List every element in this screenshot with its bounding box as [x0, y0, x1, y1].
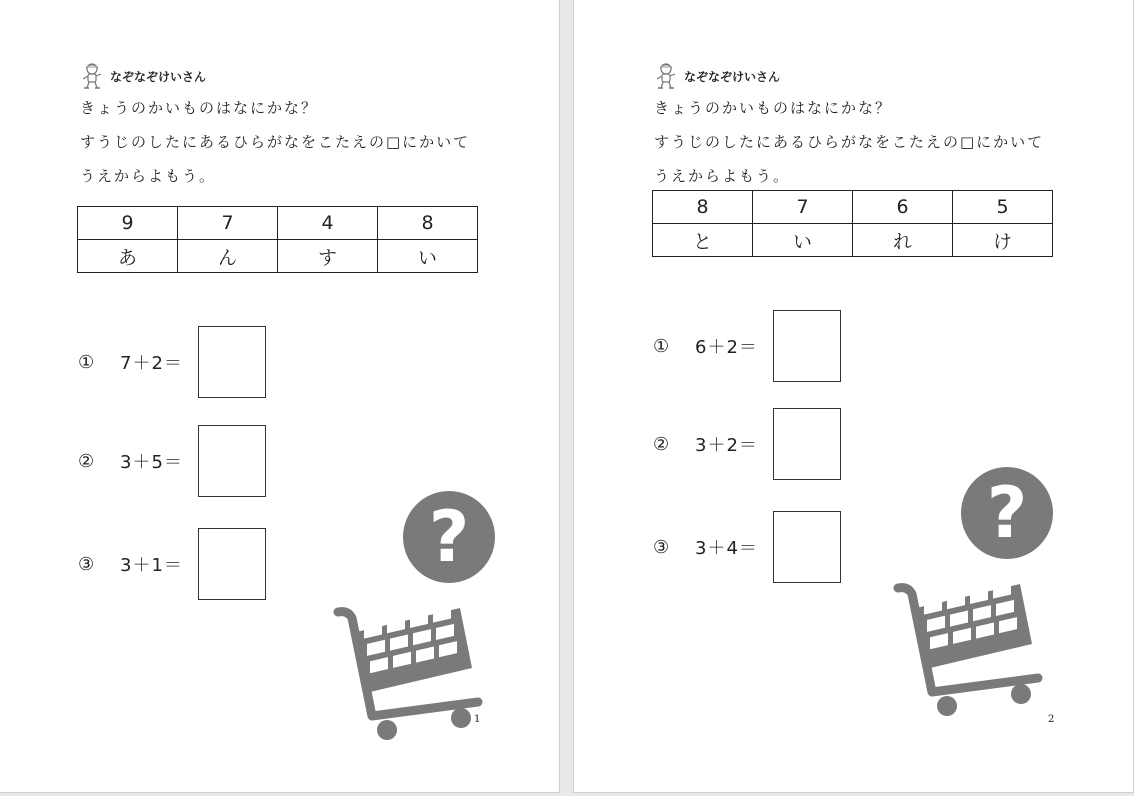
question-mark-glyph: ?	[428, 496, 470, 578]
shopping-cart-icon	[892, 580, 1044, 720]
key-number: 4	[278, 207, 378, 240]
problem-expression: 3＋1＝	[120, 555, 183, 576]
key-number: 9	[78, 207, 178, 240]
question-mark-icon	[403, 491, 495, 583]
instruction-line-1: きょうのかいものはなにかな？	[80, 99, 319, 117]
key-letter: け	[953, 224, 1053, 257]
problem-2	[78, 425, 266, 497]
key-letter: す	[278, 240, 378, 273]
cipher-key-table	[652, 190, 1053, 257]
problem-2	[653, 408, 841, 480]
cipher-number-row	[653, 191, 1053, 224]
page-number: 1	[474, 714, 481, 725]
key-number: 5	[953, 191, 1053, 224]
problem-1	[78, 326, 266, 398]
problem-number: ③	[78, 553, 95, 575]
cipher-letter-row	[653, 224, 1053, 257]
instruction-line-2: すうじのしたにあるひらがなをこたえの□にかいて	[654, 133, 1045, 151]
instruction-line-1: きょうのかいものはなにかな？	[654, 99, 893, 117]
cipher-letter-row	[78, 240, 478, 273]
key-letter: ん	[178, 240, 278, 273]
problem-expression: 6＋2＝	[695, 337, 758, 358]
problem-number: ②	[78, 450, 95, 472]
mascot-icon	[80, 62, 104, 90]
problem-1	[653, 310, 841, 382]
key-letter: あ	[78, 240, 178, 273]
instruction-line-2: すうじのしたにあるひらがなをこたえの□にかいて	[80, 133, 471, 151]
instruction-line-3: うえからよもう。	[654, 167, 791, 185]
key-letter: い	[378, 240, 478, 273]
worksheet-title: なぞなぞけいさん	[684, 69, 781, 84]
key-number: 7	[178, 207, 278, 240]
cipher-key-table	[77, 206, 478, 273]
answer-box[interactable]	[773, 310, 841, 382]
cipher-number-row	[78, 207, 478, 240]
answer-box[interactable]	[773, 408, 841, 480]
key-letter: い	[753, 224, 853, 257]
key-number: 7	[753, 191, 853, 224]
question-mark-icon	[961, 467, 1053, 559]
page-number: 2	[1048, 714, 1055, 725]
problem-expression: 3＋2＝	[695, 435, 758, 456]
problem-3	[78, 528, 266, 600]
problem-number: ②	[653, 433, 670, 455]
problem-3	[653, 511, 841, 583]
answer-box[interactable]	[198, 528, 266, 600]
key-letter: れ	[853, 224, 953, 257]
answer-box[interactable]	[773, 511, 841, 583]
mascot-icon	[654, 62, 678, 90]
worksheet-header	[80, 62, 206, 90]
answer-box[interactable]	[198, 425, 266, 497]
worksheet-page-2	[573, 0, 1134, 793]
problem-number: ①	[78, 351, 95, 373]
problem-expression: 7＋2＝	[120, 353, 183, 374]
key-number: 6	[853, 191, 953, 224]
worksheet-page-1	[0, 0, 560, 793]
shopping-cart-icon	[332, 604, 484, 744]
key-number: 8	[653, 191, 753, 224]
worksheet-title: なぞなぞけいさん	[110, 69, 207, 84]
worksheet-header	[654, 62, 780, 90]
problem-expression: 3＋4＝	[695, 538, 758, 559]
question-mark-glyph: ?	[986, 472, 1028, 554]
instruction-line-3: うえからよもう。	[80, 167, 217, 185]
problem-number: ①	[653, 335, 670, 357]
problem-expression: 3＋5＝	[120, 452, 183, 473]
answer-box[interactable]	[198, 326, 266, 398]
key-number: 8	[378, 207, 478, 240]
problem-number: ③	[653, 536, 670, 558]
key-letter: と	[653, 224, 753, 257]
